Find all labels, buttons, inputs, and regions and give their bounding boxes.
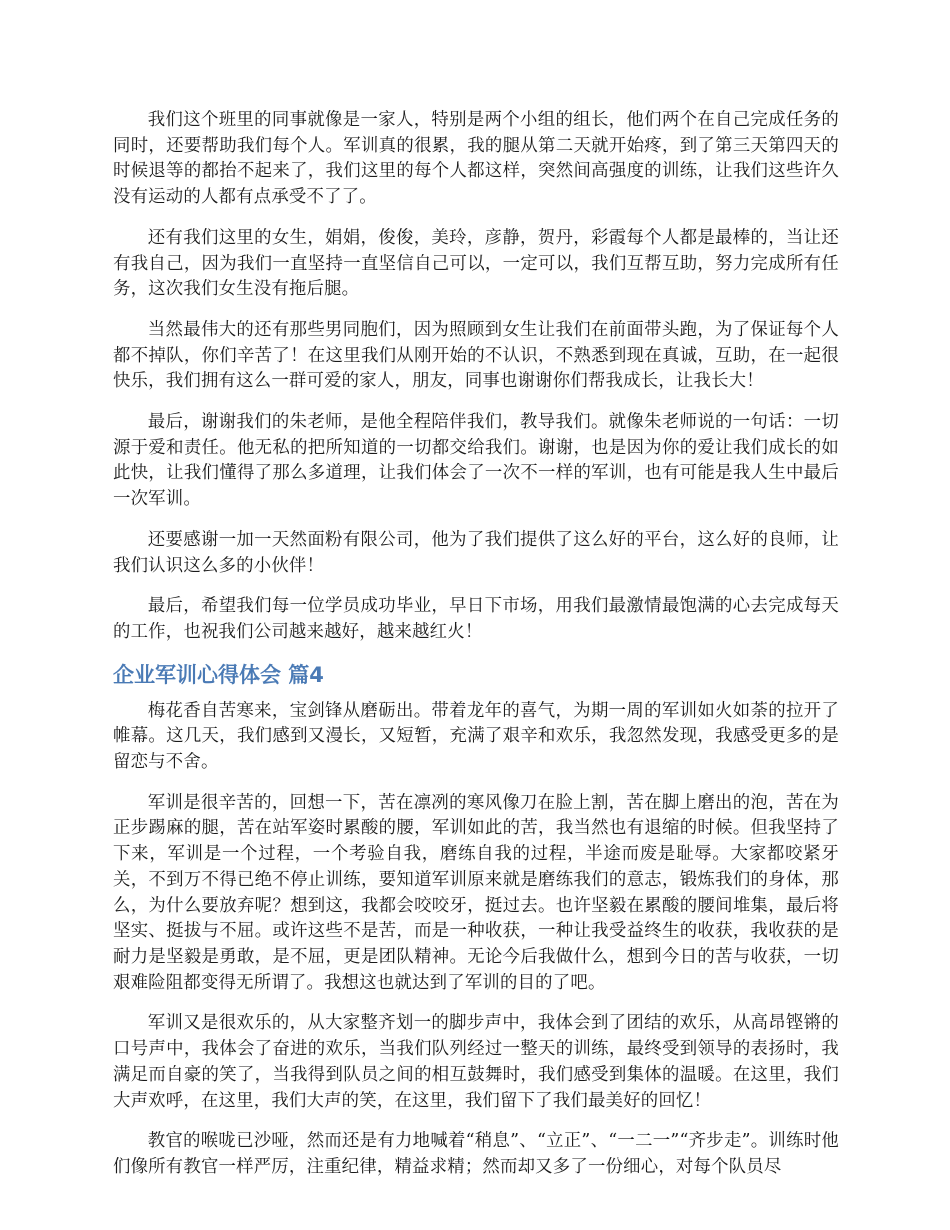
section-heading: 企业军训心得体会 篇4 (113, 662, 324, 687)
document-page (113, 108, 839, 1196)
paragraph-opening: 梅花香自苦寒来，宝剑锋从磨砺出。带着龙年的喜气，为期一周的军训如火如荼的拉开了帷幕。这几天，我们感到又漫长，又短暂，充满了艰辛和欢乐，我忽然发现，我感受更多的是留恋与不舍。 (113, 700, 839, 773)
paragraph-hardship: 军训是很辛苦的，回想一下，苦在凛冽的寒风像刀在脸上割，苦在脚上磨出的泡，苦在为正步踢麻的腿，苦在站军姿时累酸的腰，军训如此的苦，我当然也有退缩的时候。但我坚持了下来，军训是一个过程，一个考验自我，磨练自我的过程，半途而废是耻辱。大家都咬紧牙关，不到万不得已绝不停止训练，要知道军训原来就是磨练我们的意志，锻炼我们的身体，那么，为什么要放弃呢？想到这，我都会咬咬牙，挺过去。也许坚毅在累酸的腰间堆集，最后将坚实、挺拔与不屈。或许这些不是苦，而是一种收获，一种让我受益终生的收获，我收获的是耐力是坚毅是勇敢，是不屈，更是团队精神。无论今后我做什么，想到今日的苦与收获，一切艰难险阻都变得无所谓了。我想这也就达到了军训的目的了吧。 (113, 792, 839, 993)
paragraph-thanks-teacher: 最后，谢谢我们的朱老师，是他全程陪伴我们，教导我们。就像朱老师说的一句话：一切源于爱和责任。他无私的把所知道的一切都交给我们。谢谢，也是因为你的爱让我们成长的如此快，让我们懂得了那么多道理，让我们体会了一次不一样的军训，也有可能是我人生中最后一次军训。 (113, 412, 839, 510)
paragraph-instructors: 教官的喉咙已沙哑，然而还是有力地喊着“稍息”、“立正”、“一二一”“齐步走”。训练时他们像所有教官一样严厉，注重纪律，精益求精；然而却又多了一份细心，对每个队员尽 (113, 1131, 839, 1177)
paragraph-female-colleagues: 还有我们这里的女生，娟娟，俊俊，美玲，彦静，贺丹，彩霞每个人都是最棒的，当让还有我自己，因为我们一直坚持一直坚信自己可以，一定可以，我们互帮互助，努力完成所有任务，这次我们女生没有拖后腿。 (113, 227, 839, 300)
paragraph-male-colleagues: 当然最伟大的还有那些男同胞们，因为照顾到女生让我们在前面带头跑，为了保证每个人都不掉队，你们辛苦了！在这里我们从刚开始的不认识，不熟悉到现在真诚，互助，在一起很快乐，我们拥有这么一群可爱的家人，朋友，同事也谢谢你们帮我成长，让我长大！ (113, 319, 839, 392)
paragraph-closing-wishes: 最后，希望我们每一位学员成功毕业，早日下市场，用我们最激情最饱满的心去完成每天的工作，也祝我们公司越来越好，越来越红火！ (113, 596, 839, 642)
paragraph-colleagues-family: 我们这个班里的同事就像是一家人，特别是两个小组的组长，他们两个在自己完成任务的同时，还要帮助我们每个人。军训真的很累，我的腿从第二天就开始疼，到了第三天第四天的时候退等的都抬不起来了，我们这里的每个人都这样，突然间高强度的训练，让我们这些许久没有运动的人都有点承受不了了。 (113, 110, 839, 208)
paragraph-thanks-company: 还要感谢一加一天然面粉有限公司，他为了我们提供了这么好的平台，这么好的良师，让我们认识这么多的小伙伴！ (113, 529, 839, 576)
paragraph-joy: 军训又是很欢乐的，从大家整齐划一的脚步声中，我体会到了团结的欢乐，从高昂铿锵的口号声中，我体会了奋进的欢乐，当我们队列经过一整天的训练，最终受到领导的表扬时，我满足而自豪的笑了，当我得到队员之间的相互鼓舞时，我们感受到集体的温暖。在这里，我们大声欢呼，在这里，我们大声的笑，在这里，我们留下了我们最美好的回忆！ (113, 1013, 839, 1111)
